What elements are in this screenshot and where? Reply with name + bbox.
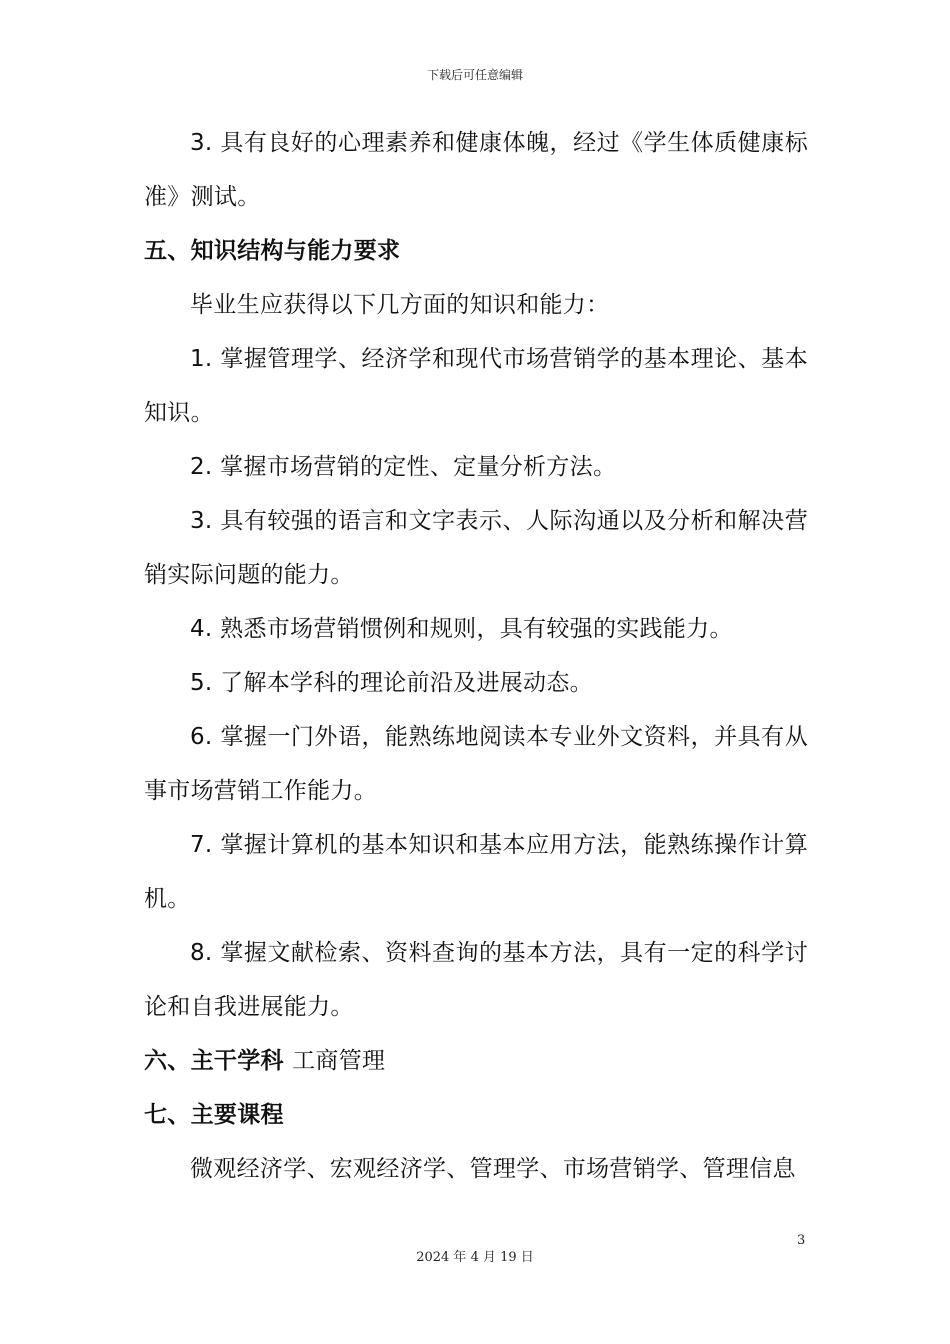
section-heading-knowledge-structure: 五、知识结构与能力要求	[144, 238, 401, 264]
paragraph-health-standard: 3. 具有良好的心理素养和健康体魄，经过《学生体质健康标准》测试。	[144, 130, 808, 210]
section-heading-main-courses: 七、主要课程	[144, 1102, 284, 1128]
paragraph-courses-list: 微观经济学、宏观经济学、管理学、市场营销学、管理信息	[190, 1156, 796, 1182]
list-item-7: 7. 掌握计算机的基本知识和基本应用方法，能熟练操作计算机。	[144, 832, 808, 912]
list-item-8: 8. 掌握文献检索、资料查询的基本方法，具有一定的科学讨论和自我进展能力。	[144, 940, 808, 1020]
list-item-6: 6. 掌握一门外语，能熟练地阅读本专业外文资料，并具有从事市场营销工作能力。	[144, 724, 808, 804]
list-item-5: 5. 了解本学科的理论前沿及进展动态。	[190, 670, 593, 696]
list-item-3: 3. 具有较强的语言和文字表示、人际沟通以及分析和解决营销实际问题的能力。	[144, 508, 808, 588]
header-note: 下载后可任意编辑	[426, 68, 523, 82]
main-discipline-value: 工商管理	[292, 1048, 386, 1074]
list-item-1: 1. 掌握管理学、经济学和现代市场营销学的基本理论、基本知识。	[144, 346, 808, 426]
list-item-4: 4. 熟悉市场营销惯例和规则，具有较强的实践能力。	[190, 616, 733, 642]
page-number: 3	[797, 1233, 806, 1248]
paragraph-intro-abilities: 毕业生应获得以下几方面的知识和能力：	[190, 292, 610, 318]
section-heading-main-discipline	[144, 1034, 808, 1088]
main-discipline-label: 六、主干学科	[144, 1048, 284, 1074]
list-item-2: 2. 掌握市场营销的定性、定量分析方法。	[190, 454, 617, 480]
footer-date: 2024 年 4 月 19 日	[416, 1250, 534, 1265]
document-body	[144, 116, 808, 1196]
